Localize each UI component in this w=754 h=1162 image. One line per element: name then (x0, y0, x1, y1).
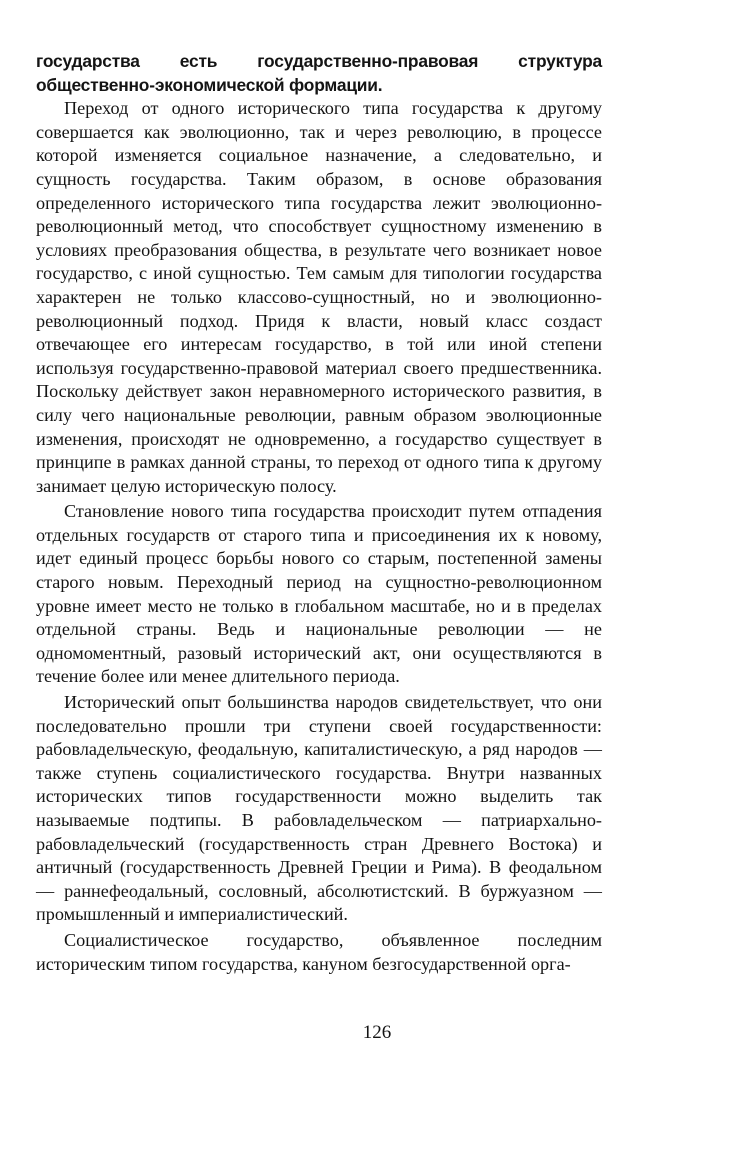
continued-sentence: государства есть государственно-правовая структура общественно-экономической формации. (36, 51, 602, 95)
page-number: 126 (362, 1022, 392, 1043)
paragraph-transition-of-state-types: Переход от одного исторического типа государства к другому совершается как эволюционно, так и через революцию, в процессе которой изменяется социальное назначение, а следовательно, и сущность государства. Таким образом, в основе образования определенного исторического типа государства лежит эволюционно-революционный метод, что способствует сущностному изменению в условиях преобразования общества, в результате чего возникает новое государство, с иной сущностью. Тем самым для типологии государства характерен не только классово-сущностный, но и эволюционно-революционный подход. Придя к власти, новый класс создаст отвечающее его интересам государство, в той или иной степени используя государственно-правовой материал своего предшественника. Поскольку действует закон неравномерного исторического развития, в силу чего национальные революции, равным образом эволюционные изменения, происходят не одновременно, а государство существует в принципе в рамках данной страны, то переход от одного типа к другому занимает целую историческую полосу. (36, 98, 602, 496)
paragraph-formation-of-new-type: Становление нового типа государства происходит путем отпадения отдельных государств от старого типа и присоединения их к новому, идет единый процесс борьбы нового со старым, постепенной замены старого новым. Переходный период на сущностно-революционном уровне имеет место не только в глобальном масштабе, но и в пределах отдельной страны. Ведь и национальные революции — не одномоментный, разовый исторический акт, они осуществляются в течение более или менее длительного периода. (36, 501, 602, 687)
paragraph-historical-experience: Исторический опыт большинства народов свидетельствует, что они последовательно прошли три ступени своей государственности: рабовладельческую, феодальную, капиталистическую, а ряд народов — также ступень социалистического государства. Внутри названных исторических типов государственности можно выделить так называемые подтипы. В рабовладельческом — патриархально-рабовладельческий (государственность стран Древнего Востока) и античный (государственность Древней Греции и Рима). В феодальном — раннефеодальный, сословный, абсолютистский. В буржуазном — промышленный и империалистический. (36, 692, 602, 925)
paragraph-socialist-state: Социалистическое государство, объявленное последним историческим типом государства, кануном безгосударственной орга- (36, 929, 602, 974)
page-body (36, 50, 602, 976)
